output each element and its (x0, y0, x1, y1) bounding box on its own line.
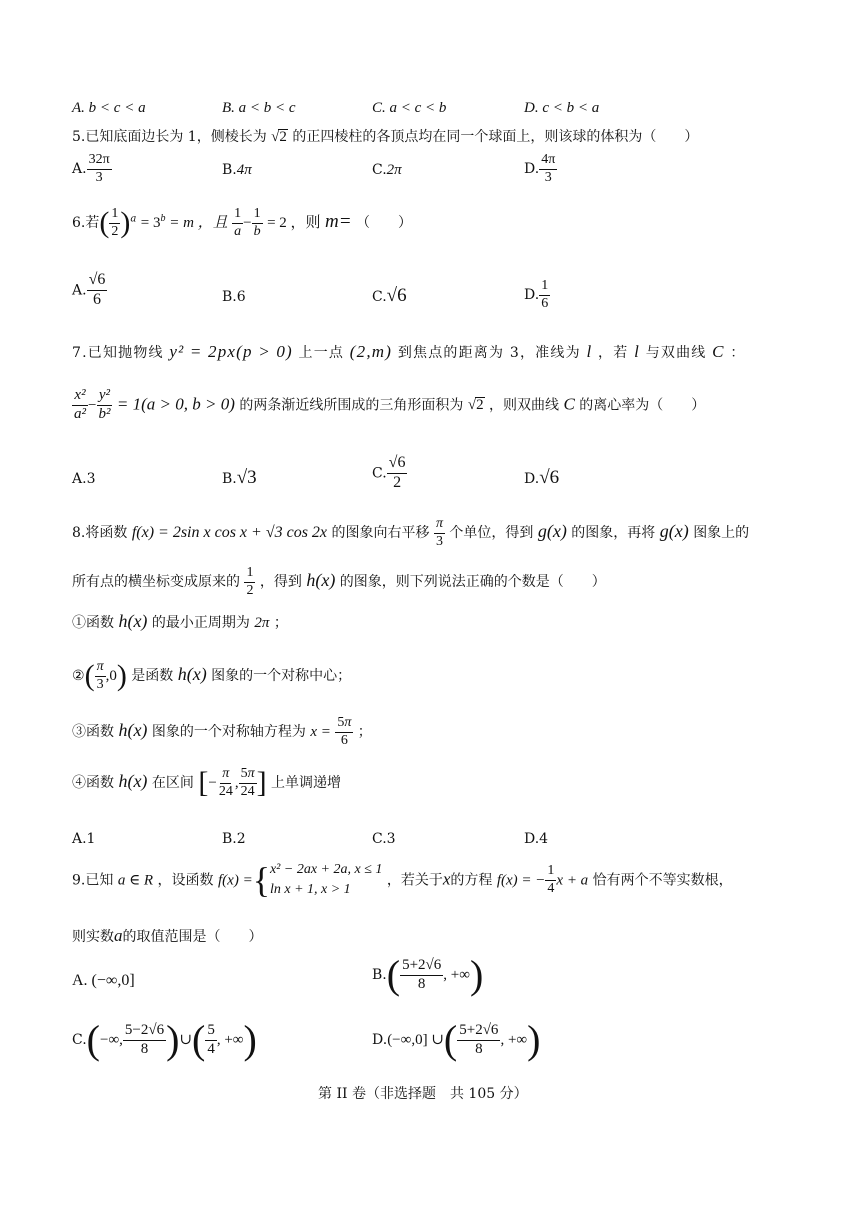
q7-option-d: D.√6 (524, 467, 560, 488)
q5-option-b: B.4π (222, 162, 252, 178)
q8-stem-line2: 所有点的横坐标变成原来的 $\frac{1}{2}$ ，得到 h(x) 的图象，则下列说法正确的个数是（ ） (72, 565, 606, 598)
q9-option-c: C.(−∞, $\frac{5-2√6}{8}$ )∪( $\frac{5}{4}$ , +∞) (72, 1017, 257, 1062)
q7-option-c: C. $\frac{√6}{2}$ (372, 454, 406, 491)
q8-option-a: A.1 (72, 831, 96, 847)
q6-option-a: A. $\frac{√6}{6}$ (72, 271, 106, 308)
q8-statement-4: ④函数 h(x) 在区间 [− $\frac{\pi}{24}$ , $\frac{5\pi}{24}$ ] 上单调递增 (72, 766, 342, 800)
q7-option-b: B.√3 (222, 467, 257, 488)
q7-stem-line2: $\frac{\text{x²}}{\text{a²}}$ − $\frac{\text{y²}}{\text{b²}}$ = 1(a > 0, b > 0) 的两条渐近线所围成的三角形面积为 √2 ，则双曲线 C 的离心率为（ ） (74, 387, 706, 422)
q8-option-b: B.2 (222, 831, 246, 847)
q5-option-c: C.2π (372, 162, 402, 178)
q9-option-b: B.( $\frac{5+2√6}{8}$ , +∞) (372, 952, 484, 997)
q8-statement-3: ③函数 h(x) 图象的一个对称轴方程为 x = $\frac{5\pi}{6}$ ； (72, 715, 372, 748)
q8-statement-1: ①函数 h(x) 的最小正周期为 2π ； (72, 611, 288, 631)
q6-option-b: B.6 (222, 289, 246, 305)
q8-option-d: D.4 (524, 831, 549, 847)
q8-stem-line1: 8.将函数 f(x) = 2sin x cos x + √3 cos 2x 的图象向右平移 $\frac{\pi}{3}$ 个单位，得到 g(x) 的图象，再将 g(x) 图象上的 (72, 516, 750, 549)
q5-option-d: D. $\frac{4\pi}{3}$ (524, 152, 556, 185)
section-footer: 第 II 卷（非选择题 共 105 分） (318, 1086, 528, 1102)
q4-option-a: A. b < c < a (72, 100, 146, 116)
q9-option-d: D.(−∞,0] ∪( $\frac{5+2√6}{8}$ , +∞) (372, 1017, 541, 1062)
q5-option-a: A. $\frac{32\pi}{3}$ (72, 152, 110, 185)
q8-statement-2: ②( $\frac{\pi}{3}$ ,0) 是函数 h(x) 图象的一个对称中心； (72, 659, 352, 693)
q5-stem: 5.已知底面边长为 1，侧棱长为 √2 的正四棱柱的各顶点均在同一个球面上，则该球的体积为（ ） (72, 129, 699, 145)
q8-option-c: C.3 (372, 831, 396, 847)
q7-option-a: A.3 (72, 471, 96, 487)
q4-option-d: D. c < b < a (524, 100, 600, 116)
q9-stem-line2: 则实数a的取值范围是（ ） (72, 926, 263, 945)
q9-stem-line1: 9.已知 a ∈ R ，设函数 f(x) ={ x² − 2ax + 2a, x ≤ 1 ln x + 1, x > 1 ，若关于x的方程 f(x) = − $\frac{1}{4}$ x + a 恰有两个不等实数根， (72, 860, 733, 901)
q6-stem: 6.若( $\frac{1}{2}$ )$^a = 3^b = m$ ，且 $\frac{1}{a}$ − $\frac{1}{b}$ = 2 ，则 m= （ ） (72, 206, 413, 240)
q6-option-d: D. $\frac{1}{6}$ (524, 278, 549, 311)
q7-stem-line1: 7.已知抛物线 y² = 2px(p > 0) 上一点 (2,m) 到焦点的距离为 3，准线为 l ，若 l 与双曲线 C ： (72, 342, 746, 361)
q4-option-c: C. a < c < b (372, 100, 447, 116)
q4-option-b: B. a < b < c (222, 100, 296, 116)
q6-option-c: C.√6 (372, 285, 407, 306)
q9-option-a: A. (−∞,0] (72, 972, 135, 989)
